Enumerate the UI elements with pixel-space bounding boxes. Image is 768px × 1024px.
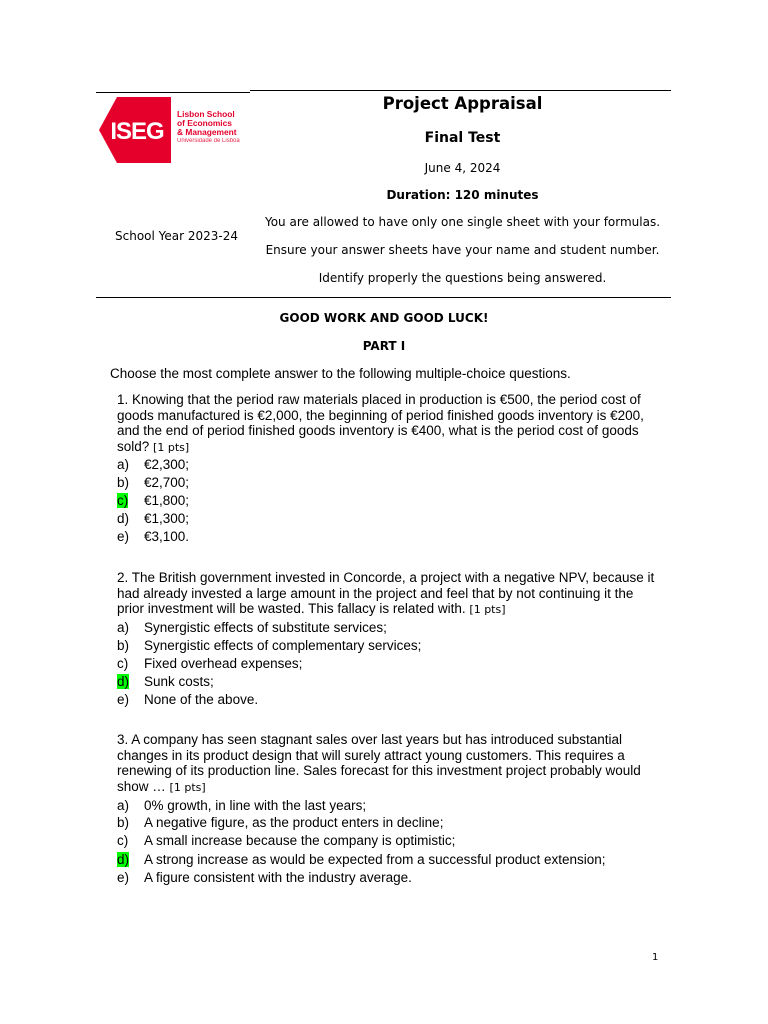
q3-option-e: e) A figure consistent with the industry average. (117, 870, 412, 885)
q3-option-b: b) A negative figure, as the product enters in decline; (117, 815, 444, 830)
good-luck-heading: GOOD WORK AND GOOD LUCK! (279, 311, 489, 325)
q2-option-c: c) Fixed overhead expenses; (117, 656, 303, 671)
q2-option-d-correct: d) Sunk costs; (117, 674, 214, 689)
q1-option-d: d) €1,300; (117, 511, 190, 526)
q3-option-c: c) A small increase because the company is optimistic; (117, 833, 456, 848)
question-1-text: 1. Knowing that the period raw materials placed in production is €500, the period cost of goods manufactured is €2,000, the beginning of period finished goods inventory is €200, and the end of period finished goods inventory is €400, what is the period cost of goods sold? (117, 392, 644, 454)
logo-line-3: & Management (177, 127, 237, 137)
page-number: 1 (652, 952, 659, 963)
instruction-3: Identify properly the questions being answered. (318, 271, 607, 285)
question-1-points: [1 pts] (153, 440, 190, 454)
logo-acronym: ISEG (110, 118, 164, 145)
header-top-rule-left (96, 92, 250, 93)
q1-option-c-correct: c) €1,800; (117, 493, 190, 508)
instruction-2: Ensure your answer sheets have your name and student number. (265, 243, 660, 257)
logo-line-4: Universidade de Lisboa (177, 138, 240, 144)
correct-answer-highlight: c) (117, 493, 129, 508)
correct-answer-highlight: d) (117, 852, 130, 867)
question-3-points: [1 pts] (169, 780, 206, 794)
instruction-1: You are allowed to have only one single sheet with your formulas. (264, 215, 661, 229)
q2-option-b: b) Synergistic effects of complementary services; (117, 638, 422, 653)
instructions-intro: Choose the most complete answer to the following multiple-choice questions. (110, 366, 571, 381)
q2-option-e: e) None of the above. (117, 692, 259, 707)
part-heading: PART I (362, 339, 406, 353)
q3-option-d-correct: d) A strong increase as would be expected from a successful product extension; (117, 852, 606, 867)
q1-option-b: b) €2,700; (117, 475, 190, 490)
q2-option-a: a) Synergistic effects of substitute services; (117, 620, 387, 635)
logo-line-2: of Economics (177, 118, 232, 128)
school-year: School Year 2023-24 (115, 229, 239, 243)
header-bottom-rule (96, 297, 671, 298)
exam-duration: Duration: 120 minutes (386, 188, 539, 202)
correct-answer-highlight: d) (117, 674, 130, 689)
q1-option-e: e) €3,100. (117, 529, 190, 544)
question-2-text: 2. The British government invested in Concorde, a project with a negative NPV, because it had already invested a large amount in the project and feel that by not continuing it the prior investment will be wasted. This fallacy is related with. (117, 570, 655, 616)
document-subtitle: Final Test (424, 130, 501, 146)
question-3 (117, 732, 662, 795)
logo-line-1: Lisbon School (177, 109, 235, 119)
q1-option-a: a) €2,300; (117, 457, 190, 472)
exam-date: June 4, 2024 (424, 161, 501, 175)
question-3-text: 3. A company has seen stagnant sales over last years but has introduced substantial changes in its product design that will surely attract young customers. This requires a renewing of its production line. Sales forecast for this investment project probably would show … (117, 732, 641, 794)
logo-wordmark (177, 110, 240, 146)
document-title: Project Appraisal (382, 94, 543, 113)
header-top-rule (250, 90, 671, 91)
question-2-points: [1 pts] (469, 603, 506, 616)
question-2 (117, 570, 662, 618)
question-1 (117, 392, 662, 455)
q3-option-a: a) 0% growth, in line with the last years; (117, 798, 367, 813)
